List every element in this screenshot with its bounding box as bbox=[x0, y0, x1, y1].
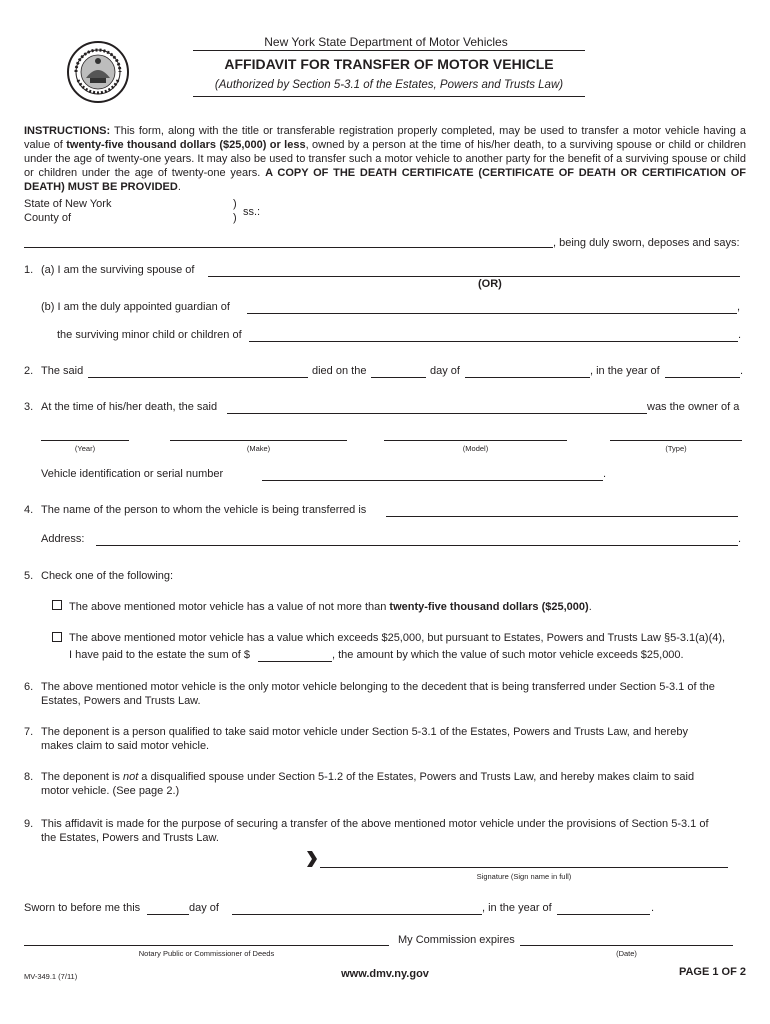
item8-number: 8. bbox=[24, 771, 34, 783]
item4-number: 4. bbox=[24, 504, 34, 516]
date-caption: (Date) bbox=[616, 949, 637, 958]
item6-number: 6. bbox=[24, 681, 34, 693]
item7-line2: makes claim to said motor vehicle. bbox=[41, 740, 210, 752]
item1-or: (OR) bbox=[478, 278, 502, 290]
commission-expires-label: My Commission expires bbox=[398, 934, 515, 946]
address-label: Address: bbox=[41, 533, 85, 545]
address-field[interactable] bbox=[96, 545, 738, 546]
death-year-field[interactable] bbox=[665, 377, 740, 378]
instructions-part1: This form, along with the title or transferable registration properly completed, may be used to transfer a motor vehicle having a value of bbox=[24, 125, 746, 151]
caption-model: (Model) bbox=[462, 444, 489, 453]
item8-line1b: a disqualified spouse under Section 5-1.2 of the Estates, Powers and Trusts Law, and hereby makes claim to said bbox=[138, 771, 695, 783]
caption-year: (Year) bbox=[74, 444, 96, 453]
vehicle-year-field[interactable] bbox=[41, 440, 129, 441]
option2-line2b: , the amount by which the value of such motor vehicle exceeds $25,000. bbox=[332, 649, 684, 661]
item2-period: . bbox=[740, 365, 744, 377]
minor-children-of-field[interactable] bbox=[249, 341, 738, 342]
venue-ss: ss.: bbox=[243, 206, 261, 218]
sworn-year-field[interactable] bbox=[557, 914, 650, 915]
vehicle-model-field[interactable] bbox=[384, 440, 567, 441]
form-subtitle: (Authorized by Section 5-3.1 of the Estates, Powers and Trusts Law) bbox=[214, 79, 564, 91]
venue-paren-1: ) bbox=[233, 198, 237, 210]
vehicle-type-field[interactable] bbox=[610, 440, 742, 441]
title-top-rule bbox=[193, 50, 585, 51]
option1-text bbox=[69, 601, 592, 614]
option2-line2a: I have paid to the estate the sum of $ bbox=[69, 649, 251, 661]
venue-county: County of bbox=[24, 212, 72, 224]
item5-label: Check one of the following: bbox=[41, 570, 174, 582]
option2-line1: The above mentioned motor vehicle has a value which exceeds $25,000, but pursuant to Estates, Powers and Trusts Law §5-3.1(a)(4), bbox=[69, 632, 726, 644]
item3-label: At the time of his/her death, the said bbox=[41, 401, 218, 413]
spouse-of-field[interactable] bbox=[208, 276, 740, 277]
item1b-comma: , bbox=[737, 301, 741, 313]
item2-year: , in the year of bbox=[590, 365, 660, 377]
guardian-of-field[interactable] bbox=[247, 313, 737, 314]
notary-signature-field[interactable] bbox=[24, 945, 389, 946]
vin-period: . bbox=[603, 468, 607, 480]
item5-number: 5. bbox=[24, 570, 34, 582]
item4-label: The name of the person to whom the vehicle is being transferred is bbox=[41, 504, 367, 516]
item8-line2: motor vehicle. (See page 2.) bbox=[41, 785, 180, 797]
form-id: MV-349.1 (7/11) bbox=[24, 972, 78, 981]
caption-make: (Make) bbox=[246, 444, 271, 453]
address-period: . bbox=[738, 533, 742, 545]
sworn-month-field[interactable] bbox=[232, 914, 482, 915]
venue-paren-2: ) bbox=[233, 212, 237, 224]
option1-bold: twenty-five thousand dollars ($25,000) bbox=[389, 601, 589, 613]
sworn-dayof: day of bbox=[189, 902, 219, 914]
form-title: AFFIDAVIT FOR TRANSFER OF MOTOR VEHICLE bbox=[224, 56, 554, 72]
notary-caption: Notary Public or Commissioner of Deeds bbox=[138, 949, 275, 958]
decedent-name-field[interactable] bbox=[88, 377, 308, 378]
item7-number: 7. bbox=[24, 726, 34, 738]
item9-line2: the Estates, Powers and Trusts Law. bbox=[41, 832, 219, 844]
transferee-name-field[interactable] bbox=[386, 516, 738, 517]
nys-dmv-seal bbox=[66, 40, 130, 104]
option1-end: . bbox=[588, 601, 592, 613]
owner-name-field[interactable] bbox=[227, 413, 647, 414]
website: www.dmv.ny.gov bbox=[341, 968, 429, 980]
item2-said: The said bbox=[41, 365, 84, 377]
instructions-end: . bbox=[177, 181, 181, 193]
sworn-before-text: Sworn to before me this bbox=[24, 902, 141, 914]
item9-number: 9. bbox=[24, 818, 34, 830]
item3-number: 3. bbox=[24, 401, 34, 413]
item6-line2: Estates, Powers and Trusts Law. bbox=[41, 695, 201, 707]
vin-label: Vehicle identification or serial number bbox=[41, 468, 224, 480]
sworn-period: . bbox=[651, 902, 655, 914]
vin-field[interactable] bbox=[262, 480, 603, 481]
value-over-25k-checkbox[interactable] bbox=[52, 632, 62, 642]
item7-line1: The deponent is a person qualified to take said motor vehicle under Section 5-3.1 of the Estates, Powers and Trusts Law, and hereby bbox=[41, 726, 688, 738]
item1a-label: (a) I am the surviving spouse of bbox=[41, 264, 195, 276]
sworn-text: , being duly sworn, deposes and says: bbox=[553, 237, 740, 249]
item3-owner: was the owner of a bbox=[647, 401, 740, 413]
sworn-yearof: , in the year of bbox=[482, 902, 552, 914]
sworn-day-field[interactable] bbox=[147, 914, 189, 915]
agency-name: New York State Department of Motor Vehicles bbox=[264, 35, 508, 49]
item8-line1 bbox=[41, 771, 694, 784]
instructions-part2: , owned by a person at the time of his/her death, to a surviving spouse or child or children under the age of twenty-one years. It may also be used to transfer such a motor vehicle to another party for the benefit of a surviving spouse or child or children under the age of twenty-one years. bbox=[24, 139, 746, 179]
deponent-name-field[interactable] bbox=[24, 247, 553, 248]
instructions-value: twenty-five thousand dollars ($25,000) or less bbox=[66, 139, 306, 151]
item1-number: 1. bbox=[24, 264, 34, 276]
item8-line1a: The deponent is bbox=[41, 771, 123, 783]
instructions-label: INSTRUCTIONS: bbox=[24, 125, 111, 137]
death-month-field[interactable] bbox=[465, 377, 590, 378]
value-under-25k-checkbox[interactable] bbox=[52, 600, 62, 610]
item8-not: not bbox=[122, 771, 139, 783]
item1-minor-period: . bbox=[738, 329, 742, 341]
commission-date-field[interactable] bbox=[520, 945, 733, 946]
estate-sum-field[interactable] bbox=[258, 661, 332, 662]
item2-dayof: day of bbox=[430, 365, 460, 377]
instructions-death-cert: A COPY OF THE DEATH CERTIFICATE (CERTIFICATE OF DEATH OR CERTIFICATION OF DEATH) MUST BE PROVIDED bbox=[24, 167, 746, 193]
death-day-field[interactable] bbox=[371, 377, 426, 378]
item2-number: 2. bbox=[24, 365, 34, 377]
instructions-paragraph bbox=[24, 124, 746, 194]
item1b-label: (b) I am the duly appointed guardian of bbox=[41, 301, 230, 313]
title-bottom-rule bbox=[193, 96, 585, 97]
item9-line1: This affidavit is made for the purpose of securing a transfer of the above mentioned motor vehicle under the provisions of Section 5-3.1 of bbox=[41, 818, 709, 830]
signature-field[interactable] bbox=[320, 867, 728, 868]
caption-type: (Type) bbox=[665, 444, 687, 453]
venue-state: State of New York bbox=[24, 198, 112, 210]
option1-text-a: The above mentioned motor vehicle has a value of not more than bbox=[69, 601, 390, 613]
vehicle-make-field[interactable] bbox=[170, 440, 347, 441]
page-number: PAGE 1 OF 2 bbox=[678, 966, 746, 978]
item6-line1: The above mentioned motor vehicle is the only motor vehicle belonging to the decedent that is being transferred under Section 5-3.1 of the bbox=[41, 681, 715, 693]
item2-died: died on the bbox=[312, 365, 367, 377]
item1-minor-label: the surviving minor child or children of bbox=[57, 329, 242, 341]
sign-here-arrow-icon bbox=[306, 851, 318, 867]
signature-caption: Signature (Sign name in full) bbox=[476, 872, 572, 881]
